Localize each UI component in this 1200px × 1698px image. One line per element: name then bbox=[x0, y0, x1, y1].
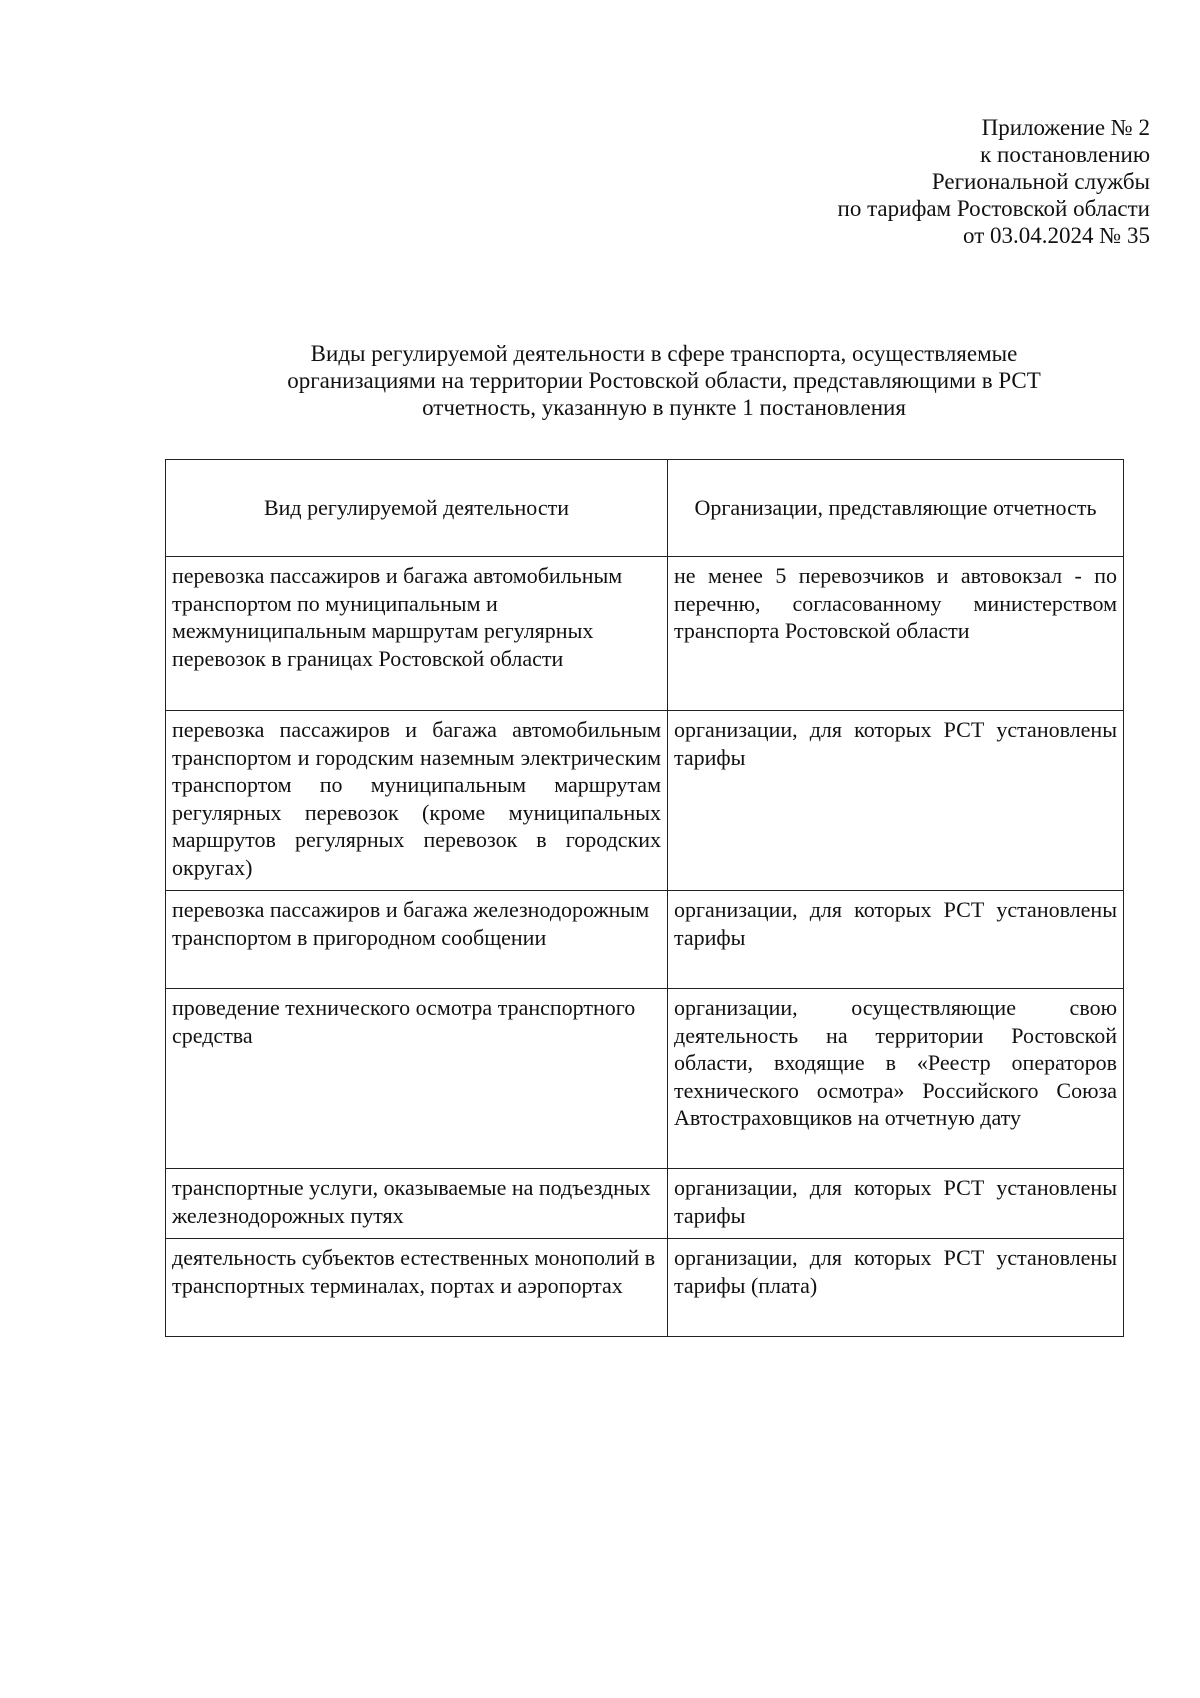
regulated-activities-table bbox=[165, 459, 1124, 1337]
table-row bbox=[166, 891, 1124, 989]
appendix-issuer-scope: по тарифам Ростовской области bbox=[837, 196, 1150, 221]
appendix-reference: к постановлению bbox=[980, 142, 1150, 167]
header-activity: Вид регулируемой деятельности bbox=[166, 460, 668, 557]
organizations-cell: организации, для которых РСТ установлены тарифы bbox=[668, 711, 1124, 891]
header-organizations: Организации, представляющие отчетность bbox=[668, 460, 1124, 557]
document-title-line: организациями на территории Ростовской области, представляющими в РСТ bbox=[287, 368, 1041, 393]
activity-cell: перевозка пассажиров и багажа автомобильным транспортом и городским наземным электрическим транспортом по муниципальным маршрутам регулярных перевозок (кроме муниципальных маршрутов регулярных перевозок в городских округах) bbox=[166, 711, 668, 891]
activity-cell: проведение технического осмотра транспортного средства bbox=[166, 989, 668, 1169]
organizations-cell: организации, для которых РСТ установлены тарифы bbox=[668, 891, 1124, 989]
table-row bbox=[166, 1239, 1124, 1337]
document-title-line: отчетность, указанную в пункте 1 постановления bbox=[422, 395, 906, 420]
organizations-cell: не менее 5 перевозчиков и автовокзал - по перечню, согласованному министерством транспорта Ростовской области bbox=[668, 557, 1124, 711]
appendix-number: Приложение № 2 bbox=[981, 115, 1150, 140]
table-row bbox=[166, 557, 1124, 711]
organizations-cell: организации, для которых РСТ установлены тарифы (плата) bbox=[668, 1239, 1124, 1337]
activity-cell: деятельность субъектов естественных монополий в транспортных терминалах, портах и аэропортах bbox=[166, 1239, 668, 1337]
appendix-header bbox=[838, 114, 1150, 249]
document-title bbox=[168, 340, 1160, 421]
document-title-line: Виды регулируемой деятельности в сфере транспорта, осуществляемые bbox=[310, 341, 1018, 366]
organizations-cell: организации, для которых РСТ установлены тарифы bbox=[668, 1169, 1124, 1239]
table-row bbox=[166, 989, 1124, 1169]
table-row bbox=[166, 1169, 1124, 1239]
table-header-row bbox=[166, 460, 1124, 557]
activity-cell: перевозка пассажиров и багажа автомобильным транспортом по муниципальным и межмуниципальным маршрутам регулярных перевозок в границах Ростовской области bbox=[166, 557, 668, 711]
table-row bbox=[166, 711, 1124, 891]
organizations-cell: организации, осуществляющие свою деятельность на территории Ростовской области, входящие в «Реестр операторов технического осмотра» Российского Союза Автостраховщиков на отчетную дату bbox=[668, 989, 1124, 1169]
activity-cell: транспортные услуги, оказываемые на подъездных железнодорожных путях bbox=[166, 1169, 668, 1239]
appendix-issuer: Региональной службы bbox=[931, 169, 1150, 194]
appendix-date-number: от 03.04.2024 № 35 bbox=[963, 223, 1150, 248]
activity-cell: перевозка пассажиров и багажа железнодорожным транспортом в пригородном сообщении bbox=[166, 891, 668, 989]
